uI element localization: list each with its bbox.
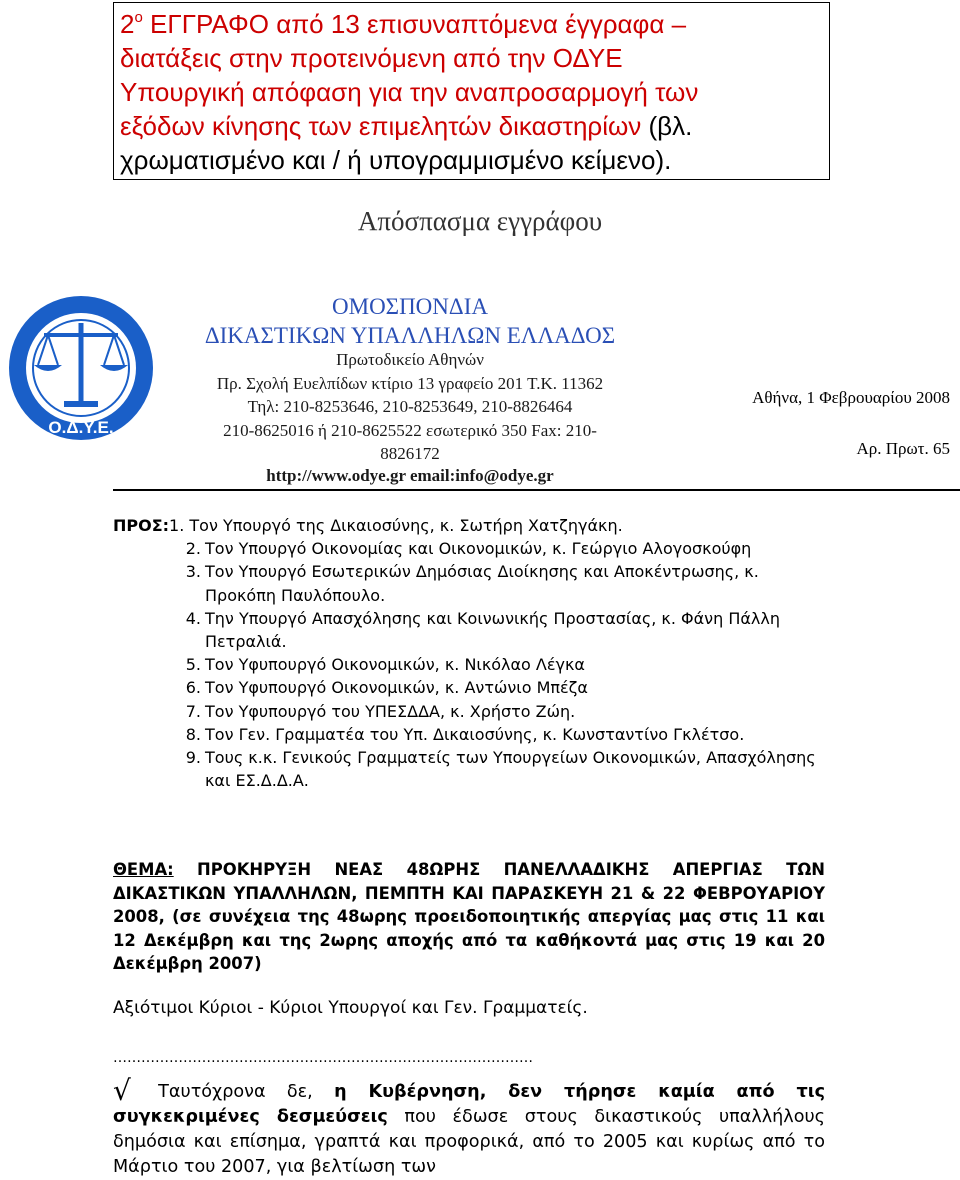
organization-address: Πρωτοδικείο Αθηνών Πρ. Σχολή Ευελπίδων κτίριο 13 γραφείο 201 Τ.Κ. 11362 Τηλ: 210-8253646, 210-8253649, 210-8826464 210-8625016 ή 210-8625522 εσωτερικό 350 Fax: 210- 8826172 (216, 350, 604, 463)
separator-dots: ……………………………………………………………………………… (113, 1050, 533, 1066)
organization-web-email[interactable]: http://www.odye.gr email:info@odye.gr (266, 466, 554, 485)
subject-label: ΘΕΜΑ: (113, 860, 174, 879)
subject-heading (113, 858, 825, 976)
excerpt-title: Απόσπασμα εγγράφου (357, 206, 603, 236)
list-item: 2. Τον Υπουργό Οικονομίας και Οικονομικών, κ. Γεώργιο Αλογοσκούφη (185, 539, 752, 559)
callout-number: 2 (120, 9, 135, 39)
list-item: 8. Τον Γεν. Γραμματέα του Υπ. Δικαιοσύνης, κ. Κωνσταντίνο Γκλέτσο. (185, 724, 745, 744)
check-mark-icon: √ (113, 1074, 131, 1107)
callout-ordinal: ο (134, 9, 143, 26)
subject-text: ΠΡΟΚΗΡΥΞΗ ΝΕΑΣ 48ΩΡΗΣ ΠΑΝΕΛΛΑΔΙΚΗΣ ΑΠΕΡΓΙΑΣ ΤΩΝ ΔΙΚΑΣΤΙΚΩΝ ΥΠΑΛΛΗΛΩΝ, ΠΕΜΠΤΗ ΚΑΙ ΠΑΡΑΣΚΕΥΗ 21 & 22 ΦΕΒΡΟΥΑΡΙΟΥ 2008, (σε συνέχεια της 48ωρης προειδοποιητικής απεργίας μας στις 11 και 12 Δεκέμβρη και της 2ωρης αποχής από τα καθήκοντά μας στις 19 και 20 Δεκέμβρη 2007) (113, 860, 825, 973)
recipients-list (113, 514, 833, 792)
logo-text: Ο.Δ.Υ.Ε. (48, 418, 114, 437)
header-divider (113, 489, 960, 491)
list-item: 6. Τον Υφυπουργό Οικονομικών, κ. Αντώνιο Μπέζα (185, 678, 588, 698)
document-date: Αθήνα, 1 Φεβρουαρίου 2008 (752, 388, 950, 407)
callout-line-3: Υπουργική απόφαση για την αναπροσαρμογή των (120, 77, 699, 107)
list-item: 3. Τον Υπουργό Εσωτερικών Δημόσιας Διοίκησης και Αποκέντρωσης, κ. Προκόπη Παυλόπουλο. (185, 562, 759, 605)
callout-line-1: $2^o$ ΕΓΓΡΑΦΟ από 13 επισυναπτόμενα έγγραφα – (120, 9, 687, 39)
body-paragraph: √ Ταυτόχρονα δε, η Κυβέρνηση, δεν τήρησε καμία από τις συγκεκριμένες δεσμεύσεις που έδωσε στους δικαστικούς υπαλλήλους δημόσια και επίσημα, γραπτά και προφορικά, από το 2005 και κυρίως από το Μάρτιο του 2007, για βελτίωση των (113, 1074, 825, 1177)
callout-line-2: διατάξεις στην προτεινόμενη από την ΟΔΥΕ (120, 43, 623, 73)
list-item: ΠΡΟΣ: 1. Τον Υπουργό της Δικαιοσύνης, κ. Σωτήρη Χατζηγάκη. (113, 514, 833, 537)
list-item: 5. Τον Υφυπουργό Οικονομικών, κ. Νικόλαο Λέγκα (185, 655, 585, 675)
callout-line-5: χρωματισμένο και / ή υπογραμμισμένο κείμενο). (120, 145, 672, 175)
highlight-callout-box (113, 2, 830, 180)
protocol-number: Αρ. Πρωτ. 65 (856, 439, 950, 458)
list-item: 7. Τον Υφυπουργό του ΥΠΕΣΔΔΑ, κ. Χρήστο Ζώη. (185, 701, 576, 721)
list-item: 9. Τους κ.κ. Γενικούς Γραμματείς των Υπουργείων Οικονομικών, Απασχόλησης και ΕΣ.Δ.Δ.Α. (185, 748, 816, 791)
union-logo-icon (6, 293, 156, 443)
callout-line-4: εξόδων κίνησης των επιμελητών δικαστηρίων (βλ. (120, 111, 693, 141)
list-item: 4. Την Υπουργό Απασχόλησης και Κοινωνικής Προστασίας, κ. Φάνη Πάλλη Πετραλιά. (185, 608, 780, 652)
recipients-label: ΠΡΟΣ: (113, 516, 170, 535)
organization-name: ΟΜΟΣΠΟΝΔΙΑ ΔΙΚΑΣΤΙΚΩΝ ΥΠΑΛΛΗΛΩΝ ΕΛΛΑΔΟΣ (204, 294, 616, 348)
greeting-line: Αξιότιμοι Κύριοι - Κύριοι Υπουργοί και Γεν. Γραμματείς. (113, 998, 588, 1018)
